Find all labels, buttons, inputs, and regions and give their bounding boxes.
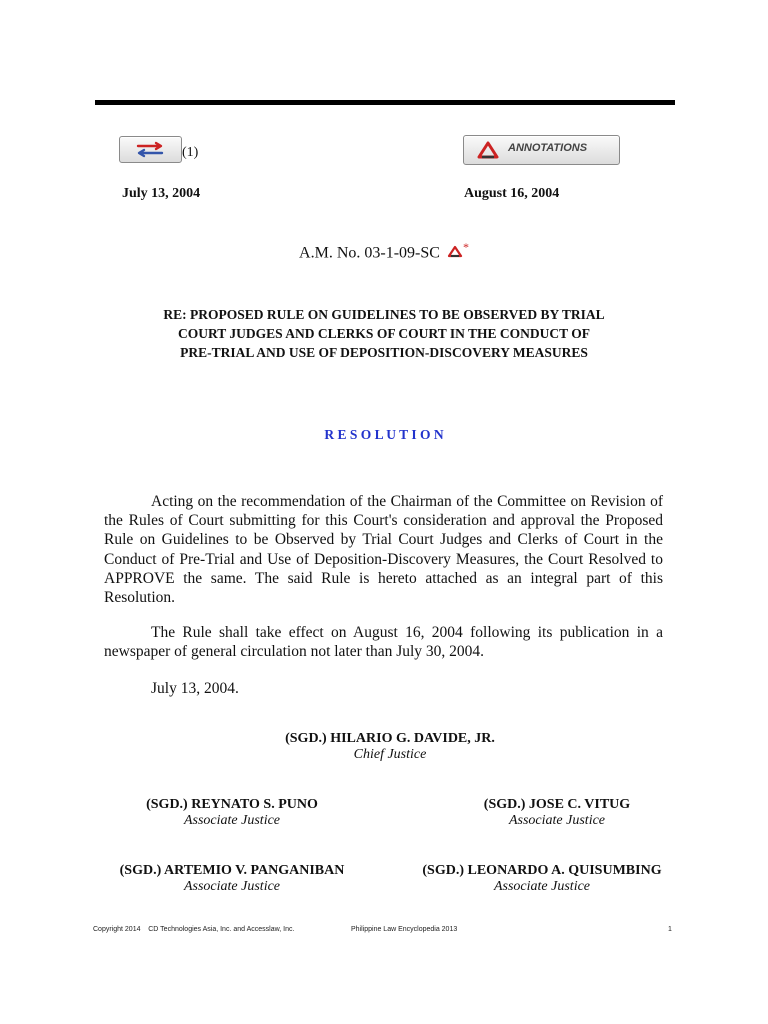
annotation-marker-icon[interactable] — [447, 245, 463, 258]
signature-associate — [82, 797, 382, 829]
footer-copyright: Copyright 2014 CD Technologies Asia, Inc. and Accesslaw, Inc. — [93, 926, 295, 933]
top-rule — [95, 100, 675, 105]
footer-page-number: 1 — [668, 926, 672, 933]
document-title — [84, 305, 684, 362]
case-number-line — [0, 240, 768, 262]
signature-associate — [407, 797, 707, 829]
footnote-asterisk[interactable]: * — [462, 240, 469, 254]
signatory-title: Associate Justice — [493, 879, 591, 894]
signatory-title: Associate Justice — [183, 813, 281, 828]
paragraph-1: Acting on the recommendation of the Chairman of the Committee on Revision of the Rules of Court submitting for this Court's consideration and approval the Proposed Rule on Guidelines to be Observed by Trial Court Judges and Clerks of Court in the Conduct of Pre-Trial and Use of Deposition-Discovery Measures, the Court Resolved to APPROVE the same. The said Rule is hereto attached as an integral part of this Resolution. — [104, 493, 663, 607]
signature-chief — [190, 731, 590, 763]
case-number: A.M. No. 03-1-09-SC — [299, 244, 440, 262]
annotations-label: ANNOTATIONS — [508, 142, 588, 154]
date-left: July 13, 2004 — [122, 186, 201, 201]
signatory-title: Chief Justice — [353, 747, 427, 762]
signature-associate — [82, 863, 382, 895]
paragraph-3: July 13, 2004. — [151, 680, 239, 697]
paragraph-2: The Rule shall take effect on August 16, 2004 following its publication in a newspaper of general circulation not later than July 30, 2004. — [104, 624, 663, 661]
signature-associate — [392, 863, 692, 895]
signatory-name: (SGD.) HILARIO G. DAVIDE, JR. — [285, 731, 495, 746]
swap-arrows-icon — [120, 137, 181, 162]
resolution-heading: R E S O L U T I O N — [324, 427, 444, 442]
signatory-name: (SGD.) JOSE C. VITUG — [483, 797, 631, 812]
annotation-logo-icon — [477, 141, 499, 159]
signatory-name: (SGD.) REYNATO S. PUNO — [146, 797, 318, 812]
date-right: August 16, 2004 — [464, 186, 560, 201]
title-line: PRE-TRIAL AND USE OF DEPOSITION-DISCOVERY MEASURES — [180, 345, 588, 360]
signatory-name: (SGD.) LEONARDO A. QUISUMBING — [422, 863, 662, 878]
history-count: (1) — [182, 145, 199, 160]
title-line: COURT JUDGES AND CLERKS OF COURT IN THE CONDUCT OF — [178, 326, 590, 341]
history-button[interactable] — [119, 136, 182, 163]
footer-publication: Philippine Law Encyclopedia 2013 — [351, 926, 458, 933]
signatory-title: Associate Justice — [183, 879, 281, 894]
title-line: RE: PROPOSED RULE ON GUIDELINES TO BE OBSERVED BY TRIAL — [163, 307, 605, 322]
signatory-title: Associate Justice — [508, 813, 606, 828]
signatory-name: (SGD.) ARTEMIO V. PANGANIBAN — [119, 863, 345, 878]
annotations-button[interactable] — [463, 135, 620, 165]
